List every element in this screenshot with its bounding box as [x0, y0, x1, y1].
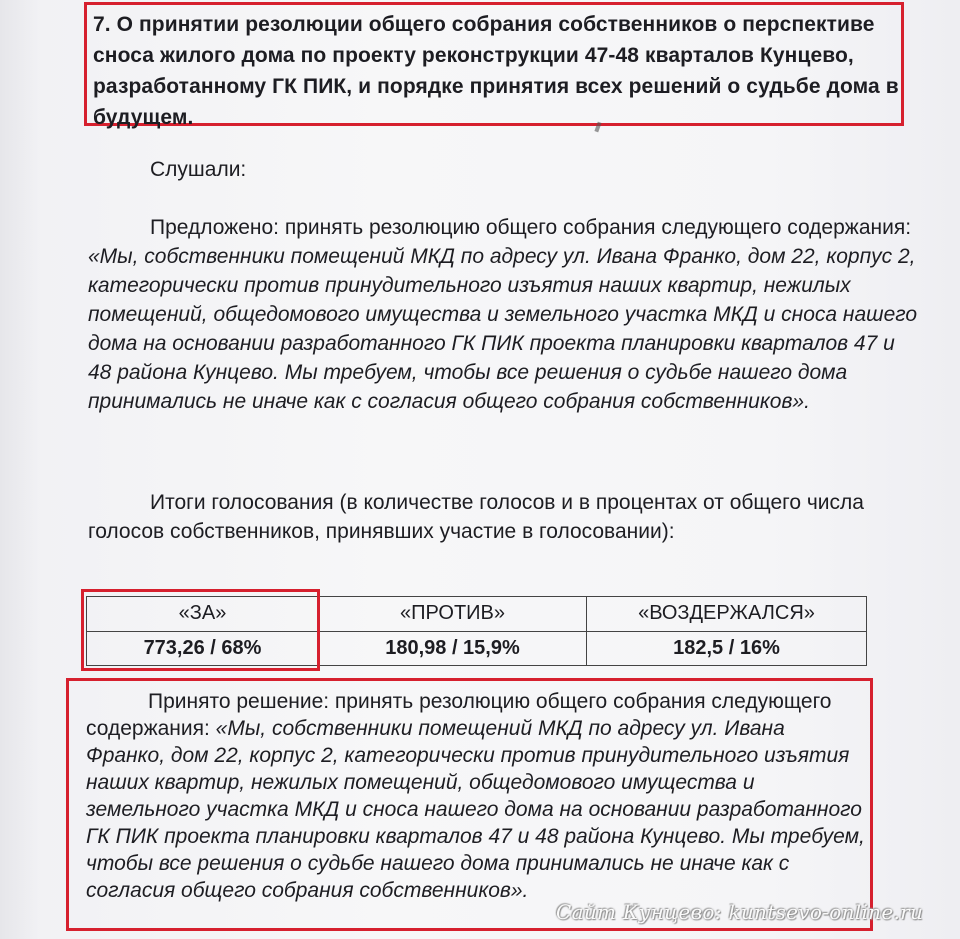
- heard-label: Слушали:: [150, 158, 247, 181]
- proposal-paragraph: [88, 213, 918, 416]
- vote-abstain-label: «ВОЗДЕРЖАЛСЯ»: [587, 597, 867, 632]
- proposal-lead: Предложено: принять резолюцию общего собрания следующего содержания:: [150, 216, 912, 239]
- proposal-quote: «Мы, собственники помещений МКД по адресу ул. Ивана Франко, дом 22, корпус 2, категорически против принудительного изъятия наших квартир, нежилых помещений, общедомового имущества и земельного участка МКД и сноса нашего дома на основании разработанного ГК ПИК проекта планировки кварталов 47 и 48 района Кунцево. Мы требуем, чтобы все решения о судьбе нашего дома принимались не иначе как с согласия общего собрания собственников».: [88, 245, 918, 413]
- scan-shadow: [0, 0, 40, 939]
- vote-against-label: «ПРОТИВ»: [319, 597, 587, 632]
- vote-against-value: 180,98 / 15,9%: [319, 631, 587, 666]
- vote-for-label: «ЗА»: [87, 597, 319, 632]
- section-title-highlight: [84, 2, 904, 129]
- results-intro: [88, 488, 918, 546]
- decision-paragraph: [86, 688, 866, 904]
- vote-for-highlight: [81, 589, 320, 671]
- vote-abstain-value: 182,5 / 16%: [587, 631, 867, 666]
- decision-lead: Принято решение: принять резолюцию общего собрания следующего содержания:: [86, 690, 832, 740]
- decision-quote: «Мы, собственники помещений МКД по адресу ул. Ивана Франко, дом 22, корпус 2, категорически против принудительного изъятия наших квартир, нежилых помещений, общедомового имущества и земельного участка МКД и сноса нашего дома на основании разработанного ГК ПИК проекта планировки кварталов 47 и 48 района Кунцево. Мы требуем, чтобы все решения о судьбе нашего дома принимались не иначе как с согласия общего собрания собственников».: [86, 717, 865, 902]
- results-intro-text: Итоги голосования (в количестве голосов и в процентах от общего числа голосов собственников, принявших участие в голосовании):: [88, 491, 864, 543]
- site-watermark: Сайт Кунцево: kuntsevo-online.ru: [556, 900, 924, 924]
- vote-for-value: 773,26 / 68%: [87, 631, 319, 666]
- section-title: 7. О принятии резолюции общего собрания собственников о перспективе сноса жилого дома по проекту реконструкции 47-48 кварталов Кунцево, разработанному ГК ПИК, и порядке принятия всех решений о судьбе дома в будущем.: [93, 13, 899, 129]
